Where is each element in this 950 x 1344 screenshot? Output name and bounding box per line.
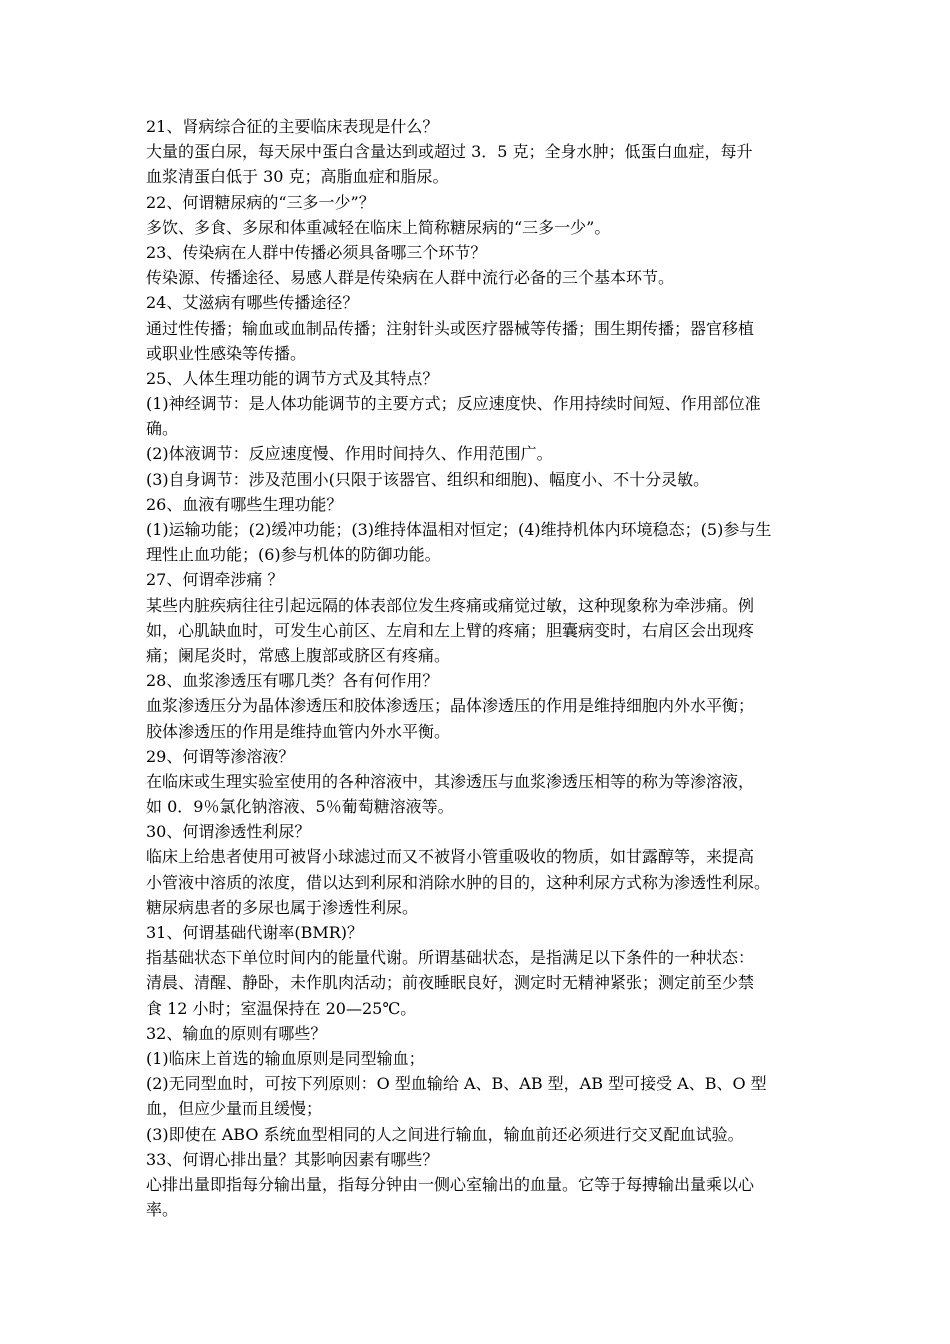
text-line: 28、血浆渗透压有哪几类？各有何作用？ [146, 671, 439, 691]
text-line: 21、肾病综合征的主要临床表现是什么？ [146, 117, 439, 136]
text-line: 小管液中溶质的浓度，借以达到利尿和消除水肿的目的，这种利尿方式称为渗透性利尿。 [146, 872, 771, 892]
text-line: (2)无同型血时，可按下列原则：O 型血输给 A、B、AB 型，AB 型可接受 A、B、O 型 [146, 1074, 767, 1094]
document-body [146, 114, 810, 1222]
text-line: 32、输血的原则有哪些？ [146, 1023, 327, 1043]
text-line: 24、艾滋病有哪些传播途径？ [146, 293, 359, 313]
text-line: 25、人体生理功能的调节方式及其特点？ [146, 368, 439, 388]
text-line: 胶体渗透压的作用是维持血管内外水平衡。 [146, 721, 451, 741]
text-line: (1)神经调节：是人体功能调节的主要方式；反应速度快、作用持续时间短、作用部位准 [146, 394, 761, 414]
text-line: 29、何谓等渗溶液？ [146, 746, 295, 766]
text-line: 理性止血功能；(6)参与机体的防御功能。 [146, 545, 441, 565]
text-line: (1)运输功能；(2)缓冲功能；(3)维持体温相对恒定；(4)维持机体内环境稳态；(5)参与生 [146, 520, 772, 539]
text-line: 26、血液有哪些生理功能？ [146, 494, 343, 514]
text-line: 确。 [146, 419, 179, 439]
text-line: 33、何谓心排出量？其影响因素有哪些？ [146, 1149, 439, 1169]
text-line: 痛；阑尾炎时，常感上腹部或脐区有疼痛。 [146, 645, 451, 665]
text-line: 在临床或生理实验室使用的各种溶液中，其渗透压与血浆渗透压相等的称为等渗溶液， [146, 771, 755, 791]
text-line: 多饮、多食、多尿和体重减轻在临床上简称糖尿病的“三多一少”。 [146, 217, 611, 237]
text-line: (3)自身调节：涉及范围小(只限于该器官、组织和细胞)、幅度小、不十分灵敏。 [146, 469, 710, 489]
text-line: 指基础状态下单位时间内的能量代谢。所谓基础状态，是指满足以下条件的一种状态： [146, 948, 755, 968]
text-line: (1)临床上首选的输血原则是同型输血； [146, 1048, 425, 1068]
text-line: (2)体液调节：反应速度慢、作用时间持久、作用范围广。 [146, 444, 553, 464]
text-line: 如 0．9％氯化钠溶液、5％葡萄糖溶液等。 [146, 797, 454, 817]
text-line: 31、何谓基础代谢率(BMR)？ [146, 923, 364, 942]
text-line: 糖尿病患者的多尿也属于渗透性利尿。 [146, 897, 419, 917]
text-line: 如，心肌缺血时，可发生心前区、左肩和左上臂的疼痛；胆囊病变时，右肩区会出现疼 [146, 620, 755, 640]
text-line: 或职业性感染等传播。 [146, 343, 307, 363]
text-line: 23、传染病在人群中传播必须具备哪三个环节？ [146, 242, 487, 262]
text-line: 通过性传播；输血或血制品传播；注射针头或医疗器械等传播；围生期传播；器官移植 [146, 318, 755, 338]
text-line: 27、何谓牵涉痛 ？ [146, 570, 284, 590]
text-line: 血浆渗透压分为晶体渗透压和胶体渗透压；晶体渗透压的作用是维持细胞内外水平衡； [146, 696, 755, 716]
text-line: 临床上给患者使用可被肾小球滤过而又不被肾小管重吸收的物质，如甘露醇等，来提高 [146, 847, 755, 867]
text-line: 血，但应少量而且缓慢； [146, 1099, 323, 1119]
text-line: 血浆清蛋白低于 30 克；高脂血症和脂尿。 [146, 167, 449, 187]
text-line: 传染源、传播途径、易感人群是传染病在人群中流行必备的三个基本环节。 [146, 268, 675, 288]
text-line: 22、何谓糖尿病的“三多一少”？ [146, 192, 375, 212]
text-line: 大量的蛋白尿，每天尿中蛋白含量达到或超过 3．5 克；全身水肿；低蛋白血症，每升 [146, 142, 753, 162]
text-line: 30、何谓渗透性利尿？ [146, 822, 311, 842]
text-line: 心排出量即指每分输出量，指每分钟由一侧心室输出的血量。它等于每搏输出量乘以心 [146, 1174, 755, 1194]
text-line: 清晨、清醒、静卧，未作肌肉活动；前夜睡眠良好，测定时无精神紧张；测定前至少禁 [146, 973, 755, 993]
text-line: 率。 [146, 1200, 179, 1220]
text-line: 某些内脏疾病往往引起远隔的体表部位发生疼痛或痛觉过敏，这种现象称为牵涉痛。例 [146, 595, 755, 615]
text-line: 食 12 小时；室温保持在 20—25℃。 [146, 998, 417, 1018]
text-line: (3)即使在 ABO 系统血型相同的人之间进行输血，输血前还必须进行交叉配血试验。 [146, 1124, 744, 1144]
